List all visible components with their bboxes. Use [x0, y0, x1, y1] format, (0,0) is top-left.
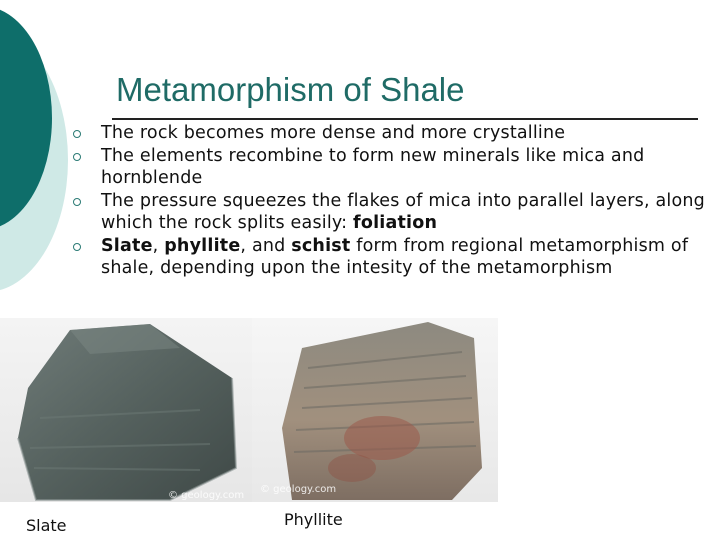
bullet-item	[58, 122, 708, 145]
bullet-list	[58, 122, 708, 280]
page-title: Metamorphism of Shale	[116, 71, 465, 108]
bullet-text-run: The elements recombine to form new minerals like mica and hornblende	[101, 145, 645, 188]
bullet-item	[58, 190, 708, 235]
bullet-bold-run: schist	[291, 235, 351, 256]
hollow-circle-bullet-icon	[73, 153, 81, 161]
phyllite-photo	[252, 318, 498, 502]
hollow-circle-bullet-icon	[73, 198, 81, 206]
slate-photo	[0, 318, 252, 502]
bullet-text-run: The rock becomes more dense and more crystalline	[101, 123, 566, 143]
phyllite-rock-illustration	[252, 318, 498, 502]
bullet-text-run: ,	[152, 235, 165, 256]
title-underline	[112, 118, 698, 120]
slate-watermark: © geology.com	[168, 490, 245, 501]
hollow-circle-bullet-icon	[73, 130, 81, 138]
bullet-text-run: The pressure squeezes the flakes of mica into parallel layers, along which the rock splits easily:	[101, 190, 705, 233]
slate-rock-illustration	[0, 318, 252, 502]
bullet-text	[101, 145, 708, 190]
hollow-circle-bullet-icon	[73, 243, 81, 251]
slate-caption: Slate	[26, 516, 67, 535]
bullet-text-run: , and	[240, 235, 292, 256]
bullet-text-run: form from regional metamorphism of shale, depending upon the intesity of the metamorphism	[101, 235, 689, 278]
bullet-text	[101, 190, 708, 235]
bullet-bold-run: phyllite	[164, 235, 241, 256]
bullet-text	[101, 122, 708, 145]
bullet-item	[58, 145, 708, 190]
bullet-bold-run: foliation	[353, 213, 438, 233]
phyllite-watermark: © geology.com	[260, 484, 337, 495]
bullet-bold-run: Slate	[101, 235, 153, 256]
phyllite-caption: Phyllite	[284, 510, 343, 529]
bullet-item	[58, 235, 708, 280]
bullet-text	[101, 235, 708, 280]
